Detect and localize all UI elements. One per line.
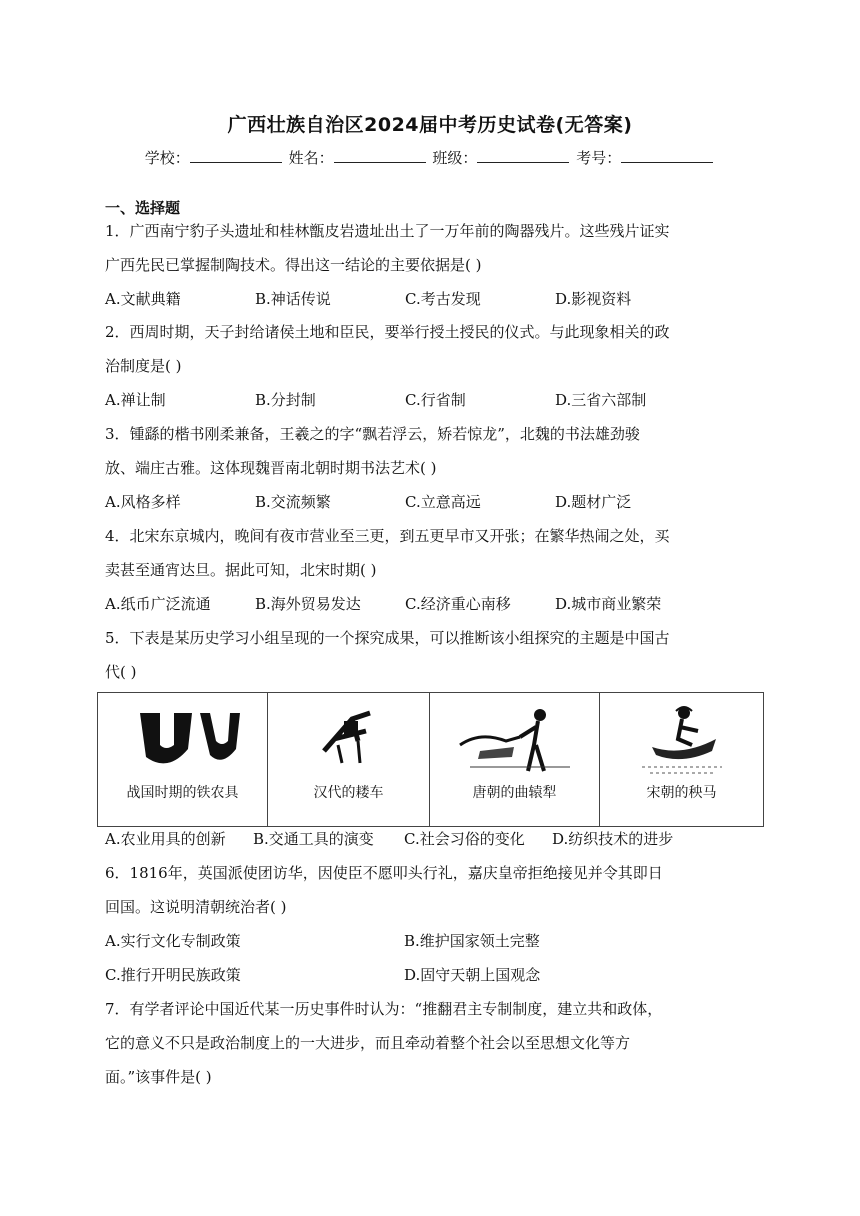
question-3-line-2: 放、端庄古雅。这体现魏晋南北朝时期书法艺术( ) [105, 459, 437, 477]
question-5-option-b[interactable]: B.交通工具的演变 [253, 830, 374, 848]
question-2-option-b[interactable]: B.分封制 [255, 391, 316, 409]
iron-farm-tools-illustration [98, 701, 267, 775]
caption-seed-drill: 汉代的耧车 [313, 785, 384, 801]
question-7-line-2: 它的意义不只是政治制度上的一大进步，而且牵动着整个社会以至思想文化等方 [105, 1034, 631, 1052]
question-7-line-3: 面。”该事件是( ) [105, 1068, 212, 1086]
class-blank[interactable] [477, 148, 569, 163]
question-6-line-1: 6．1816年，英国派使团访华，因使臣不愿叩头行礼，嘉庆皇帝拒绝接见并令其即日 [105, 864, 663, 882]
question-1-line-1: 1．广西南宁豹子头遗址和桂林甑皮岩遗址出土了一万年前的陶器残片。这些残片证实 [105, 222, 670, 240]
number-blank[interactable] [621, 148, 713, 163]
question-6-option-b[interactable]: B.维护国家领土完整 [404, 932, 540, 950]
question-6-option-d[interactable]: D.固守天朝上国观念 [404, 966, 541, 984]
question-1-option-c[interactable]: C.考古发现 [405, 290, 481, 308]
question-2-line-1: 2．西周时期，天子封给诸侯土地和臣民，要举行授土授民的仪式。与此现象相关的政 [105, 323, 670, 341]
question-1-line-2: 广西先民已掌握制陶技术。得出这一结论的主要依据是( ) [105, 256, 482, 274]
question-1-option-a[interactable]: A.文献典籍 [105, 290, 181, 308]
question-5-line-2: 代( ) [105, 663, 137, 681]
question-3-option-d[interactable]: D.题材广泛 [555, 493, 632, 511]
question-6-line-2: 回国。这说明清朝统治者( ) [105, 898, 287, 916]
section-title: 一、选择题 [105, 199, 181, 217]
school-label: 学校： [144, 149, 190, 167]
question-4-line-1: 4．北宋东京城内，晚间有夜市营业至三更，到五更早市又开张；在繁华热闹之处，买 [105, 527, 670, 545]
question-3-line-1: 3．锺繇的楷书刚柔兼备，王羲之的字“飘若浮云，矫若惊龙”，北魏的书法雄劲骏 [105, 425, 640, 443]
question-3-option-a[interactable]: A.风格多样 [105, 493, 181, 511]
question-2-line-2: 治制度是( ) [105, 357, 182, 375]
figure-cell-iron-tools [98, 693, 268, 827]
school-blank[interactable] [190, 148, 282, 163]
question-4-option-a[interactable]: A.纸币广泛流通 [105, 595, 211, 613]
question-5-option-c[interactable]: C.社会习俗的变化 [404, 830, 525, 848]
question-2-option-c[interactable]: C.行省制 [405, 391, 466, 409]
rice-horse-illustration [600, 701, 763, 785]
figure-cell-rice-horse [600, 693, 764, 827]
caption-rice-horse: 宋朝的秧马 [646, 785, 717, 801]
question-6-option-c[interactable]: C.推行开明民族政策 [105, 966, 241, 984]
figure-cell-curved-plow [430, 693, 600, 827]
caption-curved-plow: 唐朝的曲辕犁 [472, 785, 557, 801]
question-2-option-d[interactable]: D.三省六部制 [555, 391, 647, 409]
question-5-figure-table [97, 692, 764, 827]
question-5-option-d[interactable]: D.纺织技术的进步 [552, 830, 674, 848]
question-3-option-b[interactable]: B.交流频繁 [255, 493, 331, 511]
student-info-line [0, 147, 860, 168]
caption-iron-tools: 战国时期的铁农具 [126, 785, 239, 801]
page-title: 广西壮族自治区2024届中考历史试卷(无答案) [227, 114, 633, 136]
question-5-line-1: 5．下表是某历史学习小组呈现的一个探究成果，可以推断该小组探究的主题是中国古 [105, 629, 670, 647]
name-label: 姓名： [288, 149, 334, 167]
figure-cell-seed-drill [268, 693, 430, 827]
class-label: 班级： [432, 149, 478, 167]
number-label: 考号： [576, 149, 622, 167]
question-3-option-c[interactable]: C.立意高远 [405, 493, 481, 511]
curved-plow-illustration [430, 701, 599, 785]
question-7-line-1: 7．有学者评论中国近代某一历史事件时认为：“推翻君主专制制度，建立共和政体， [105, 1000, 663, 1018]
question-4-option-d[interactable]: D.城市商业繁荣 [555, 595, 662, 613]
question-2-option-a[interactable]: A.禅让制 [105, 391, 166, 409]
question-4-line-2: 卖甚至通宵达旦。据此可知，北宋时期( ) [105, 561, 377, 579]
name-blank[interactable] [334, 148, 426, 163]
question-1-option-d[interactable]: D.影视资料 [555, 290, 632, 308]
question-4-option-c[interactable]: C.经济重心南移 [405, 595, 511, 613]
question-4-option-b[interactable]: B.海外贸易发达 [255, 595, 361, 613]
question-5-option-a[interactable]: A.农业用具的创新 [105, 830, 226, 848]
seed-drill-illustration [268, 701, 429, 775]
question-6-option-a[interactable]: A.实行文化专制政策 [105, 932, 241, 950]
question-1-option-b[interactable]: B.神话传说 [255, 290, 331, 308]
